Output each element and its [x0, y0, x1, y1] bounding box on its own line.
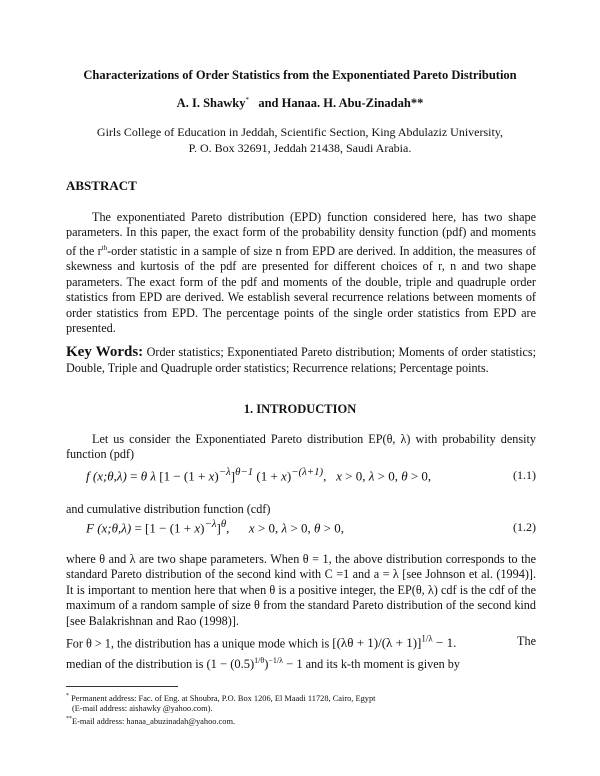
affiliation-line-2: P. O. Box 32691, Jeddah 21438, Saudi Arabia. — [188, 141, 412, 155]
author-1: A. I. Shawky — [176, 96, 246, 111]
median-line: median of the distribution is $(1 - (0.5)^{1/\theta})^{-1/\lambda} - 1$ and its k-th moment is given by — [66, 656, 460, 672]
footnote-1: * Permanent address: Fac. of Eng. at Shoubra, P.O. Box 1206, El Maadi 11728, Cairo, Egypt — [66, 693, 376, 703]
intro-paragraph-2: where θ and λ are two shape parameters. When θ = 1, the above distribution corresponds to the standard Pareto distribution of the second kind with C =1 and a = λ [see Johnson et al. (1994)]. It is important to mention here that when θ is a positive integer, the EP(θ, λ) cdf is the cdf of the maximum of a random sample of size θ from the standard Pareto distribution of the second kind [see Balakrishnan and Rao (1998)]. — [66, 552, 536, 628]
keywords-text: Order statistics; Exponentiated Pareto distribution; Moments of order statistics; Double, Triple and Quadruple order statistics; Recurrence relations; Percentage points. — [66, 345, 536, 375]
abstract-heading: ABSTRACT — [66, 178, 137, 193]
intro-paragraph-1: Let us consider the Exponentiated Pareto distribution EP(θ, λ) with probability density function (pdf) — [66, 432, 536, 462]
keywords-block — [66, 344, 536, 376]
superscript-th: th — [101, 243, 108, 252]
median-formula: $(1 - (0.5)^{1/\theta})^{-1/\lambda} - 1$ — [206, 656, 303, 672]
author-line — [0, 96, 600, 111]
author-1-footnote-mark: * — [245, 96, 249, 104]
affiliation-line-1: Girls College of Education in Jeddah, Scientific Section, King Abdulaziz University, — [96, 125, 504, 139]
equation-1-2-number: (1.2) — [513, 520, 536, 534]
keywords-heading: Key Words: — [66, 344, 144, 360]
section-heading-introduction: 1. INTRODUCTION — [243, 402, 357, 416]
cdf-formula: F (x;θ,λ) = $[1 - (1 + x)^{-\lambda}]^\theta$, x > 0, λ > 0, θ > 0, — [86, 518, 345, 536]
cdf-intro-text: and cumulative distribution function (cdf) — [66, 502, 271, 516]
footnote-1-email: (E-mail address: aishawky @yahoo.com). — [72, 704, 213, 713]
author-connector: and — [258, 96, 279, 111]
abstract-body: The exponentiated Pareto distribution (EPD) function considered here, has two shape parameters. In this paper, the exact form of the probability density function (pdf) and moments of the $r^{th}$-order statistic in a sample of size n from EPD are derived. In addition, the measures of skewness and kurtosis of the pdf are presented for different choices of r, n and two shape parameters. The exact form of the pdf and moments of the double, triple and quadruple order statistics from EPD are derived. We establish several recurrence relations between moments of order statistics from EPD. The percentage points of the single order statistics from EPD are presented. — [66, 210, 536, 335]
equation-1-2 — [66, 518, 536, 540]
author-2: Hanaa. H. Abu-Zinadah** — [281, 96, 424, 111]
equation-1-1 — [66, 466, 536, 488]
equation-1-1-number: (1.1) — [513, 468, 536, 482]
paper-title: Characterizations of Order Statistics from the Exponentiated Pareto Distribution — [83, 68, 517, 82]
mode-formula: $[(\lambda\theta + 1)/(\lambda + 1)]^{1/\lambda} - 1$. — [332, 634, 457, 651]
footnote-separator — [66, 686, 178, 687]
pdf-formula: f (x;θ,λ) = θ λ $[1 - (1 + x)^{-\lambda}]^{\theta-1}$ $(1 + x)^{-(\lambda+1)}$, x > 0, λ > 0, θ > 0, — [86, 466, 432, 484]
footnote-2: **E-mail address: hanaa_abuzinadah@yahoo.com. — [66, 716, 236, 726]
affiliation — [0, 124, 600, 156]
mode-line: For θ > 1, the distribution has a unique mode which is $[(\lambda\theta + 1)/(\lambda + 1)]^{1/\lambda} - 1$. The — [66, 634, 536, 651]
